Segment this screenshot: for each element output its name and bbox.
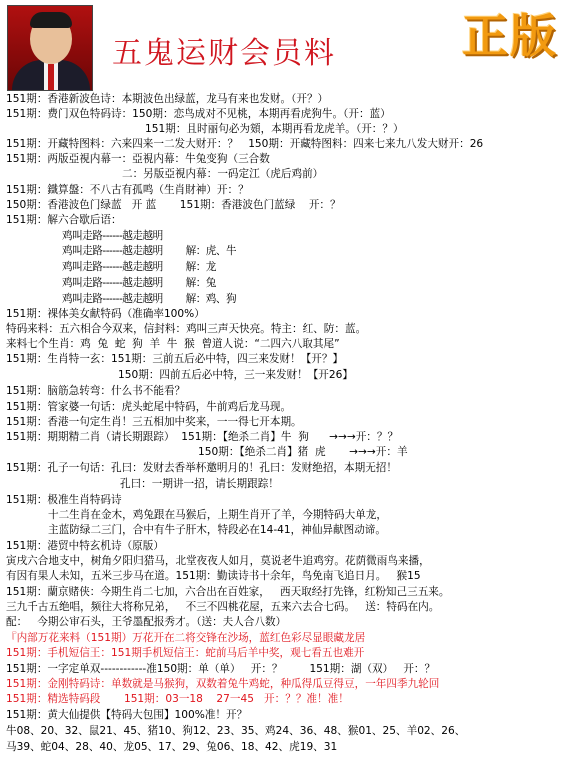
avatar-tie: [48, 64, 54, 90]
official-stamp: 正版: [462, 9, 558, 63]
content-line: 151期：且时丽句必为頞，本期再看龙虎羊。（开：？）: [145, 123, 404, 135]
content-line: 151期：管家婆一句话：虎头蛇尾中特码，牛前鸡后龙马现。: [6, 401, 292, 413]
content-line: 150期：四前五后必中特，三一来发财！【开26】: [118, 369, 353, 381]
content-line: 鸡叫走路------越走越明 解：兔: [62, 277, 216, 289]
content-line: 151期：生肖特一玄：151期：三前五后必中特，四三来发财！【开？】: [6, 353, 344, 365]
content-line: 151期：鐵算盤：不八古有孤鸣（生肖財神）开：？: [6, 184, 249, 196]
content-line: 150期：香港波色门绿蓝 开 蓝 151期：香港波色门蓝绿 开：？: [6, 199, 341, 211]
content-line: 来料七个生肖：鸡 兔 蛇 狗 羊 牛 猴 曾道人说：“二四六八取其尾”: [6, 338, 340, 350]
content-line: 151期：孔子一句话：孔曰：发财去香举杯邀明月的！孔曰：发财绝招，本期无招！: [6, 462, 397, 474]
content-line: 151期：裸体美女献特码（准确率100%）: [6, 308, 205, 320]
content-line: 十二生肖在金木，鸡兔跟在马猴后，上期生肖开了羊，今期特码大单龙，: [48, 509, 387, 521]
content-line: 鸡叫走路------越走越明 解：虎、牛: [62, 245, 237, 257]
content-line: 配： 今期公审石头，王爷墨配报秀才。（送：夫人合八数）: [6, 616, 287, 628]
content-line-highlight: 151期：金刚特码诗：单数就是马猴狗，双数着兔牛鸡蛇，种瓜得瓜豆得豆，一年四季九轮回: [6, 678, 440, 690]
content-line: 特码来料：五六相合今双来，信封料：鸡叫三声天快亮。特主：红、防：蓝。: [6, 323, 367, 335]
avatar-hair: [30, 12, 72, 28]
content-line: 151期：港贸中特玄机诗（原版）: [6, 540, 164, 552]
content-line: 151期：一字定单双------------准150期：单（单） 开：？ 151期：湖（双） 开：？: [6, 663, 436, 675]
content-line: 151期：脑筋急转弯：什么书不能看？: [6, 385, 186, 397]
content-line: 151期：期期精二肖（请长期跟踪） 151期：【绝杀二肖】牛 狗 →→→开：？？: [6, 431, 399, 443]
content-line: 三九千古五绝唱，频往大将称兄弟， 不三不四桃花屋，五来六去合七码。 送：特码在内。: [6, 601, 440, 613]
content-line: 鸡叫走路------越走越明 解：鸡、狗: [62, 293, 237, 305]
content-line: 151期：两版亞視内幕一：亞視内幕：牛兔变狗（三合数: [6, 153, 270, 165]
content-line: 151期：极准生肖特码诗: [6, 494, 122, 506]
content-line: 有因有果人未知，五米三步马在道。151期：勤读诗书十余年，鸟免南飞追日月。 猴15: [6, 570, 421, 582]
content-line: 寅戌六合地支中，树角夕阳归猎马，北堂夜夜人如月，莫说老牛追鸡穷。花荫微雨鸟来播，: [6, 555, 430, 567]
content-line-highlight: 151期：手机短信王：151期手机短信王：蛇前马后羊中奖，观七看五也难开: [6, 647, 365, 659]
page-header: [0, 0, 588, 92]
content-line: 主蓝防绿二三门，合中有牛子肝木，特段必在14-41，神仙异献图动谛。: [48, 524, 386, 536]
content-line: 151期：蘭京赌侠：今期生肖二七加，六合出在百姓家， 西天取经打先锋，红粉知己三五来。: [6, 586, 450, 598]
content-line: 151期：香港新波色诗：本期波色出绿蓝，龙马有来也发财。（开？）: [6, 93, 329, 105]
content-line-highlight: 『内部万花来料（151期）万花开在二将交锋在沙场，蓝红色彩尽显眼藏龙居: [6, 632, 366, 644]
content-line-highlight: 151期：精选特码段 151期：03一18 27一45 开：？？准！准！: [6, 693, 349, 705]
page-title: 五鬼运财会员料: [112, 36, 336, 71]
content-line: 151期：开藏特图料：六来四来一二发大财开：？ 150期：开藏特图料：四来七来九八发大财开：26: [6, 138, 484, 150]
content-line: 二：另版亞視内幕：一码定江（虎后鸡前）: [122, 168, 324, 180]
content-line: 151期：解六合歇后语：: [6, 214, 122, 226]
content-line: 151期：香港一句定生肖！三五相加中奖来，一一得七开本期。: [6, 416, 302, 428]
content-line: 151期：黄大仙提供【特码大包围】100%准！开？: [6, 709, 248, 721]
avatar: [7, 5, 93, 91]
content-line: 鸡叫走路------越走越明: [62, 230, 163, 242]
content-line: 151期：费门双色特码诗：150期：恋鸟成对不见桃，本期再看虎狗牛。（开：蓝）: [6, 108, 391, 120]
content-line: 150期：【绝杀二肖】猪 虎 →→→开：羊: [198, 446, 408, 458]
content-line: 孔曰：一期讲一招，请长期跟踪！: [120, 478, 279, 490]
content-line: 牛08、20、32、鼠21、45、猪10、狗12、23、35、鸡24、36、48、猴01、25、羊02、26、: [6, 725, 466, 737]
content-line: 鸡叫走路------越走越明 解：龙: [62, 261, 216, 273]
content-line: 马39、蛇04、28、40、龙05、17、29、兔06、18、42、虎19、31: [6, 741, 338, 753]
